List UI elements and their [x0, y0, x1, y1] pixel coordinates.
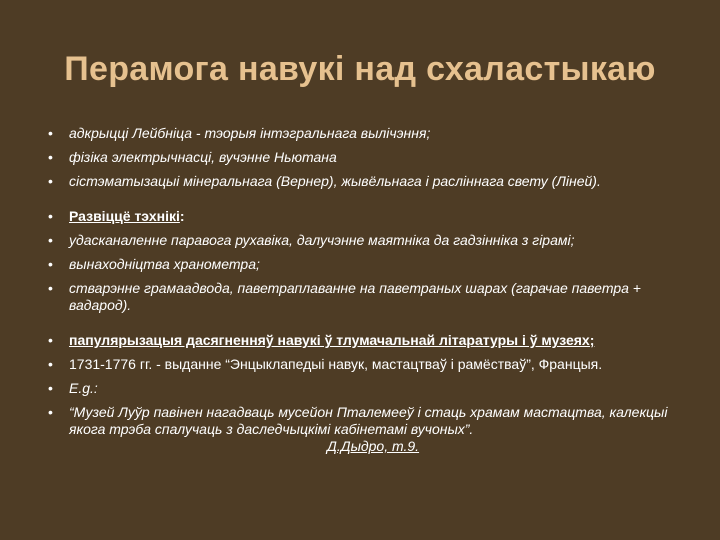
- item-text: удасканаленне паравога рухавіка, далучэнне маятніка да гадзінніка з гірамі;: [69, 232, 575, 248]
- list-item: [48, 173, 688, 190]
- bullet-icon: •: [48, 280, 53, 296]
- list-item: [48, 380, 688, 397]
- bullet-icon: •: [48, 125, 53, 141]
- bullet-icon: •: [48, 149, 53, 165]
- bullet-icon: •: [48, 380, 53, 396]
- item-text: сістэматызацыі мінеральнага (Вернер), жывёльнага і расліннага свету (Ліней).: [69, 173, 601, 189]
- section-heading: Развіццё тэхнікі: [69, 208, 180, 224]
- item-text: вынаходніцтва хранометра;: [69, 256, 260, 272]
- item-text: адкрыцці Лейбніца - тэорыя інтэгральнага вылічэння;: [69, 125, 431, 141]
- quote-text: “Музей Луўр павінен нагадваць мусейон Пталемееў і стаць храмам мастацтва, калекцыі якога трэба спалучаць з даследчыцкімі кабінетамі вучоных”.: [69, 404, 668, 437]
- list-item: [48, 232, 688, 249]
- list-item: [48, 280, 688, 314]
- list-item: [48, 256, 688, 273]
- bullet-icon: •: [48, 404, 53, 420]
- item-text: E.g.:: [69, 380, 98, 396]
- list-item: [48, 356, 688, 373]
- bullet-icon: •: [48, 232, 53, 248]
- list-item: [48, 208, 688, 225]
- item-text: фізіка электрычнасці, вучэнне Ньютана: [69, 149, 337, 165]
- list-item: [48, 404, 688, 455]
- list-item: [48, 125, 688, 142]
- slide-title: Перамога навукі над схаластыкаю: [64, 50, 656, 88]
- bullet-icon: •: [48, 208, 53, 224]
- bullet-icon: •: [48, 256, 53, 272]
- item-text: 1731-1776 гг. - выданне “Энцыклапедыі навук, мастацтваў і рамёстваў”, Францыя.: [69, 356, 603, 372]
- bullet-icon: •: [48, 173, 53, 189]
- list-item: [48, 149, 688, 166]
- quote-author: Д.Дыдро, т.9.: [327, 438, 420, 454]
- list-item: [48, 332, 688, 349]
- item-text: стварэнне грамаадвода, паветраплаванне на паветраных шарах (гарачае паветра + вадарод).: [69, 280, 641, 313]
- heading-suffix: :: [179, 208, 185, 224]
- bullet-icon: •: [48, 356, 53, 372]
- bullet-list: [48, 125, 688, 462]
- section-heading: папулярызацыя дасягненняў навукі ў тлумачальнай літаратуры і ў музеях;: [69, 332, 595, 348]
- bullet-icon: •: [48, 332, 53, 348]
